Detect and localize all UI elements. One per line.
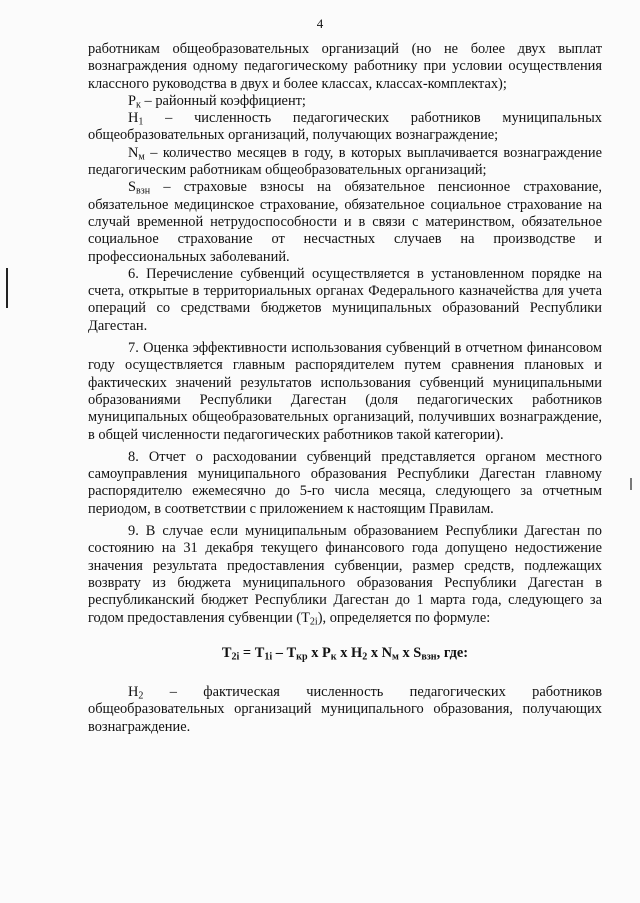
paragraph-8: 8. Отчет о расходовании субвенций представляется органом местного самоуправления муниципального образования Республики Дагестан главному распорядителю ежемесячно до 5-го числа месяца, следующего за отчетным периодом, в соответствии с приложением к настоящим Правилам. — [88, 448, 602, 517]
page-number: 4 — [316, 16, 324, 31]
paragraph-6: 6. Перечисление субвенций осуществляется в установленном порядке на счета, открытые в территориальных органах Федерального казначейства для учета операций со средствами бюджетов муниципальных образований Республики Дагестан. — [88, 265, 602, 334]
paragraph-9: 9. В случае если муниципальным образованием Республики Дагестан по состоянию на 31 декабря текущего финансового года допущено недостижение значения результата предоставления субвенции, размер средств, подлежащих возврату из бюджета муниципального образования Республики Дагестан в республиканский бюджет Республики Дагестан до 1 марта года, следующего за годом предоставления субвенции $(Т_{2i})$, определяется по формуле: — [88, 523, 602, 628]
scan-mark-left — [6, 268, 8, 308]
definition-h1: $Н_1$ – численность педагогических работников муниципальных общеобразовательных организаций, получающих вознаграждение; — [88, 110, 602, 144]
definition-nm: $N_м$ – количество месяцев в году, в которых выплачивается вознаграждение педагогическим работникам общеобразовательных организаций; — [88, 144, 602, 179]
document-body — [88, 41, 602, 736]
definition-rk: $Р_к$ – районный коэффициент; — [128, 92, 306, 111]
definition-s-vzn: $S_{взн}$ – страховые взносы на обязательное пенсионное страхование, обязательное медицинское страхование, обязательное социальное страхование на случай временной нетрудоспособности и в связи с материнством, обязательное социальное страхование от несчастных случаев на производстве и профессиональных заболеваний. — [88, 179, 602, 265]
definition-h2: $Н_2$ – фактическая численность педагогических работников общеобразовательных организаций муниципального образования, получающих вознаграждение. — [88, 684, 602, 735]
scan-mark-right — [630, 478, 632, 490]
paragraph-7: 7. Оценка эффективности использования субвенций в отчетном финансовом году осуществляется главным распорядителем путем сравнения плановых и фактических значений результатов использования субвенций муниципальными образованиями Республики Дагестан (доля педагогических работников муниципальных общеобразовательных организаций, получивших вознаграждение, в общей численности педагогических работников такой категории). — [88, 340, 602, 443]
formula: $Т_{2i} = Т_{1i} - Т_{кр}$ х $Р_к$ х $Н_2$ х $N_м$ х $S_{взн}$, где: — [221, 644, 469, 663]
paragraph-continuation: работникам общеобразовательных организаций (но не более двух выплат вознаграждения одному педагогическому работнику при условии осуществления классного руководства в двух и более классах, классах-комплектах); — [88, 41, 602, 92]
